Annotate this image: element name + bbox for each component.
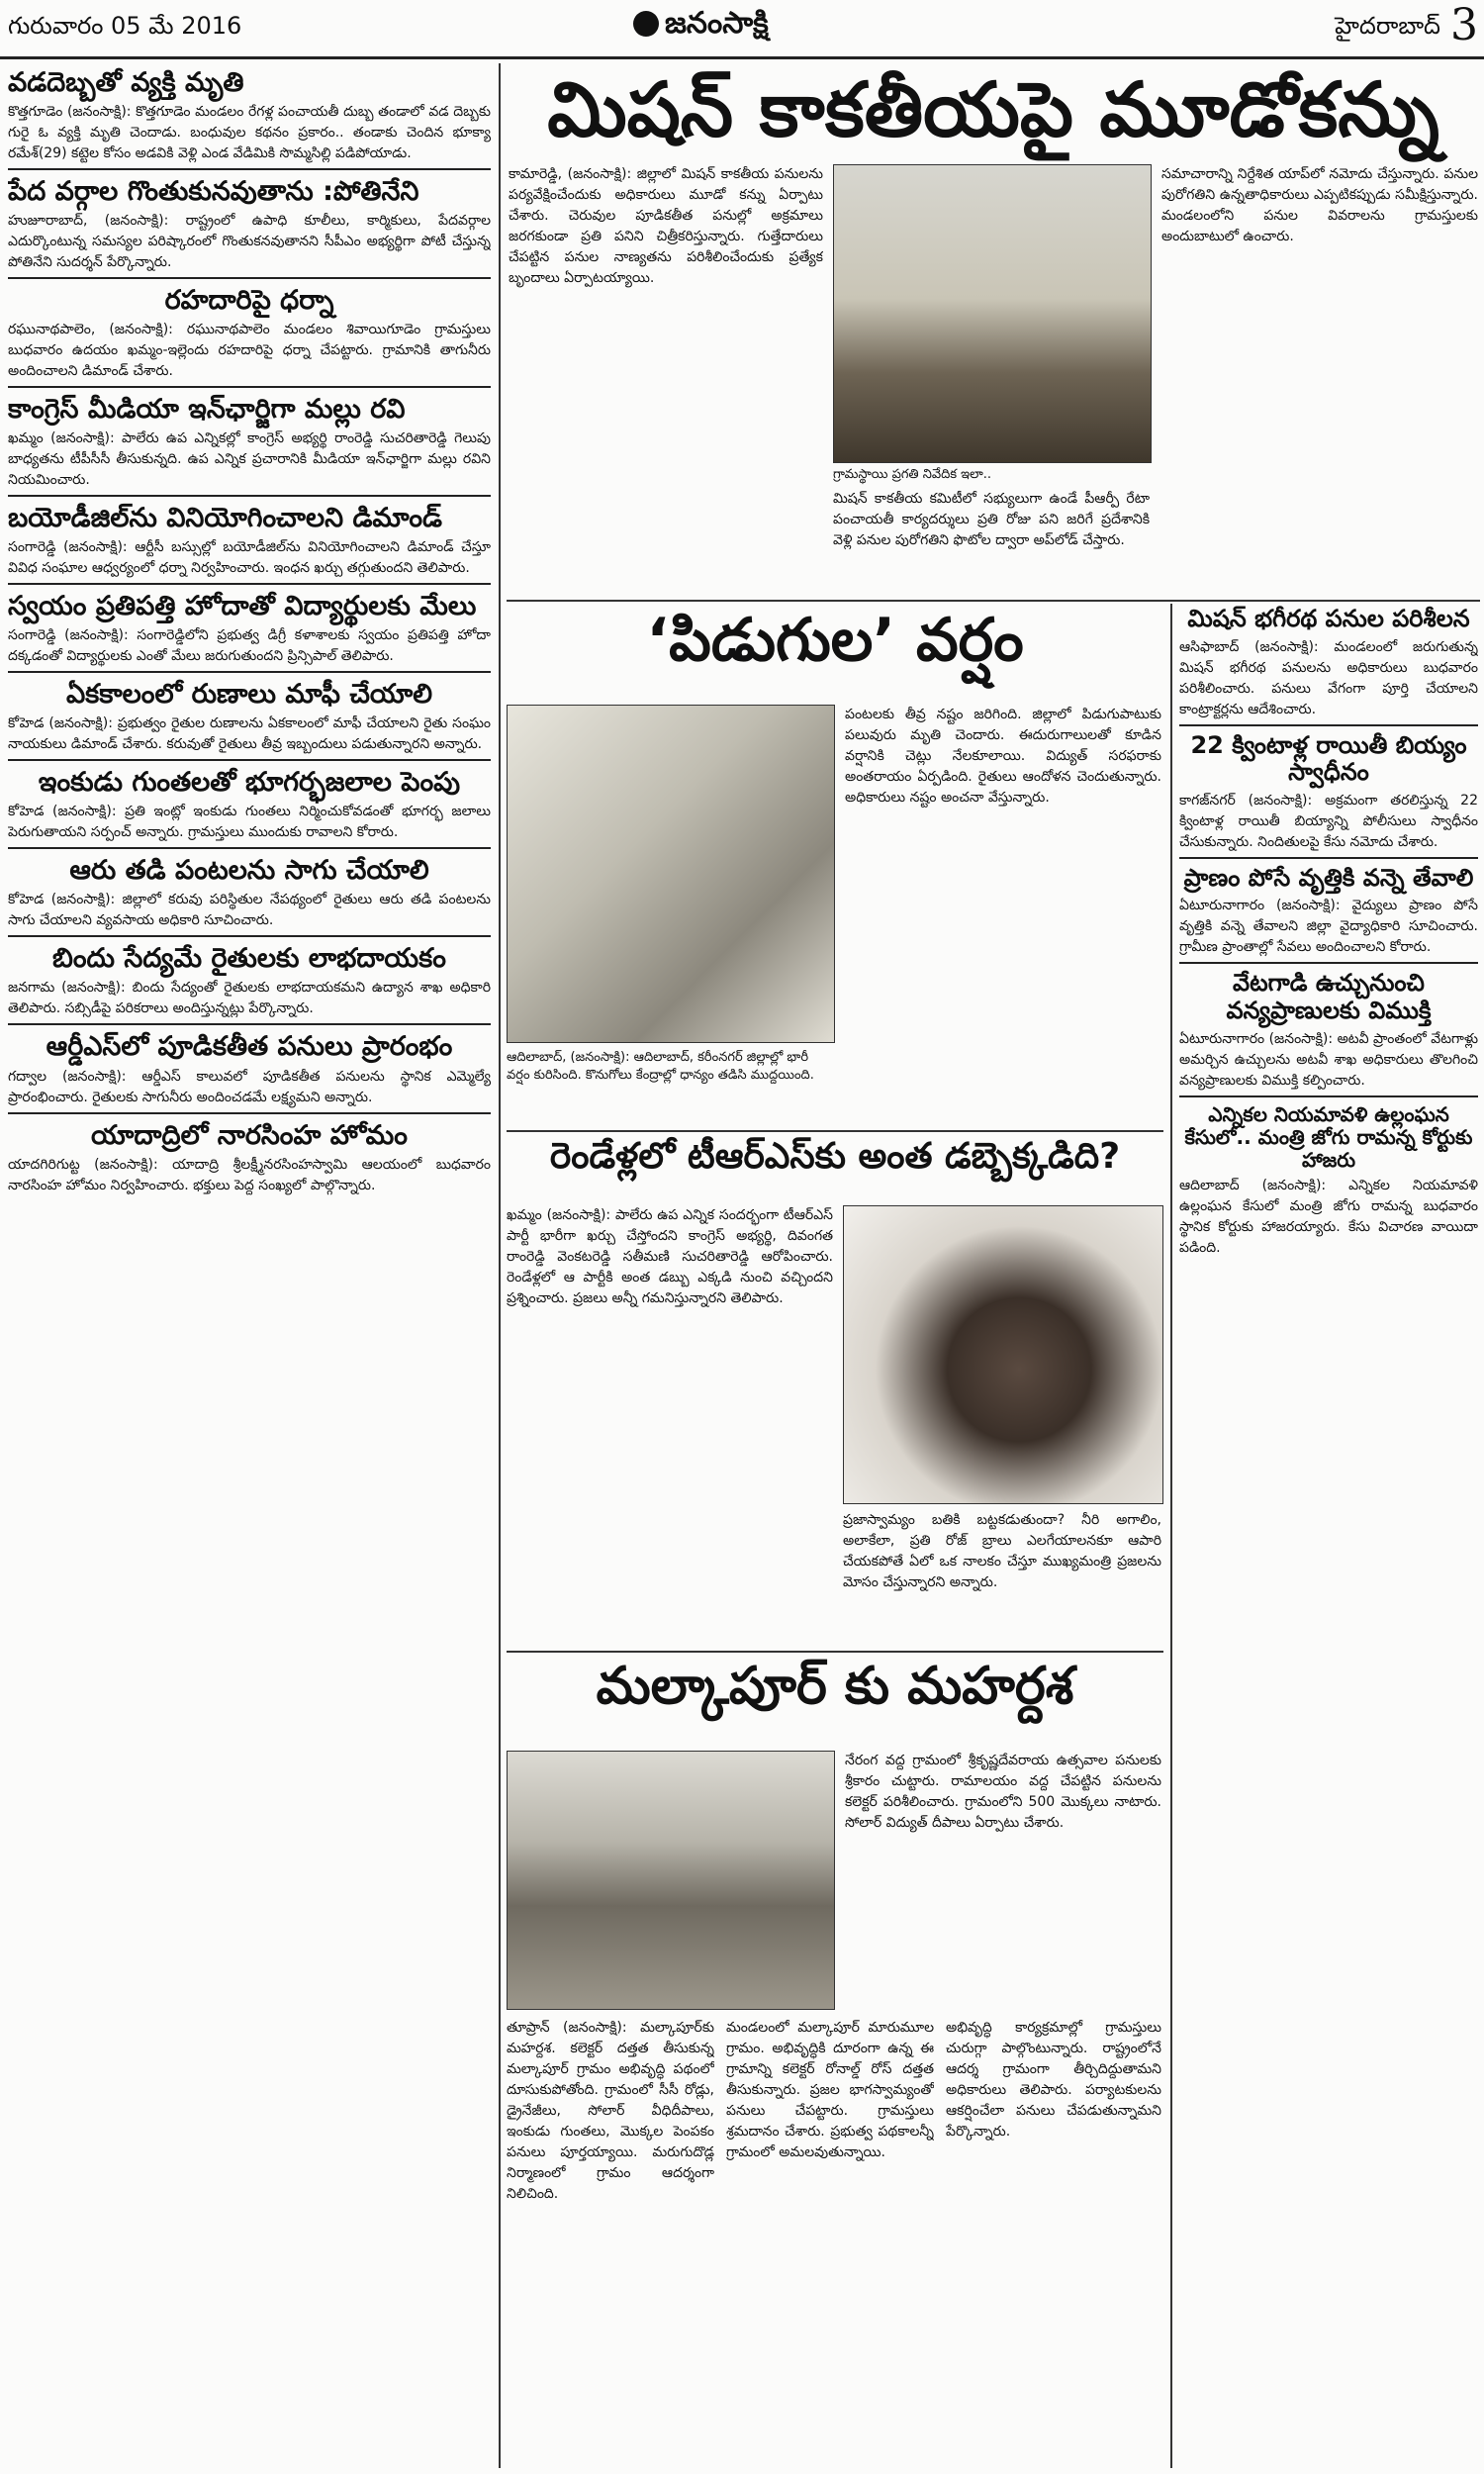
trs-body-continued: ప్రజాస్వామ్యం బతికి బట్టకడుతుందా? నీరి అగాలిం, అలాకేలా, ప్రతి రోజ్ బ్రాలు ఎలగేయాలనకూ ఆపారి చేయకపోతే ఏలో ఒక నాలకం చేస్తూ ముఖ్యమంత్రి ప్రజలను మోసం చేస్తున్నారని అన్నారు. [843, 1512, 1161, 1590]
article-headline: బయోడీజిల్‌ను వినియోగించాలని డిమాండ్ [8, 503, 443, 534]
article-body: సంగారెడ్డి (జనంసాక్షి): ఆర్టీసీ బస్సుల్లో బయోడీజిల్‌ను వినియోగించాలని డిమాండ్ చేస్తూ వివిధ సంఘాల ఆధ్వర్యంలో ధర్నా నిర్వహించారు. ఇంధన ఖర్చు తగ్గుతుందని తెలిపారు. [8, 539, 491, 577]
malkapur-body-far-right: అభివృద్ధి కార్యక్రమాల్లో గ్రామస్తులు చురుగ్గా పాల్గొంటున్నారు. రాష్ట్రంలోనే ఆదర్శ గ్రామంగా తీర్చిదిద్దుతామని అధికారులు తెలిపారు. పర్యాటకులను ఆకర్షించేలా పనులు చేపడుతున్నామని పేర్కొన్నారు. [946, 2020, 1161, 2140]
article-headline: 22 క్వింటాళ్ల రాయితీ బియ్యం స్వాధీనం [1190, 730, 1467, 787]
malkapur-body-left: తూప్రాన్ (జనంసాక్షి): మల్కాపూర్‌కు మహర్దశ. కలెక్టర్ దత్తత తీసుకున్న మల్కాపూర్ గ్రామం అభివృద్ధి పథంలో దూసుకుపోతోంది. గ్రామంలో సీసీ రోడ్లు, డ్రైనేజీలు, సోలార్ వీధిదీపాలు, ఇంకుడు గుంతలు, మొక్కల పెంపకం పనులు పూర్తయ్యాయి. మరుగుదొడ్ల నిర్మాణంలో గ్రామం ఆదర్శంగా నిలిచింది. [507, 2020, 714, 2202]
excavator-photo [833, 164, 1152, 463]
mission-body-col1: కామారెడ్డి, (జనంసాక్షి): జిల్లాలో మిషన్ కాకతీయ పనులను పర్యవేక్షించేందుకు అధికారులు మూడో కన్ను ఏర్పాటు చేశారు. చెరువుల పూడికతీత పనుల్లో అక్రమాలు జరగకుండా ప్రతి పనిని చిత్రీకరిస్తున్నారు. గుత్తేదారులు చేపట్టిన పనుల నాణ్యతను పరిశీలించేందుకు ప్రత్యేక బృందాలు ఏర్పాటయ్యాయి. [509, 166, 823, 286]
issue-date: గురువారం 05 మే 2016 [8, 12, 242, 40]
article-body: కోహెడ (జనంసాక్షి): జిల్లాలో కరువు పరిస్థితుల నేపథ్యంలో రైతులు ఆరు తడి పంటలను సాగు చేయాలని వ్యవసాయ అధికారి సూచించారు. [8, 892, 491, 929]
article-headline: పేద వర్గాల గొంతుకునవుతాను :పోతినేని [8, 176, 419, 208]
malkapur-headline: మల్కాపూర్ కు మహర్దశ [596, 1657, 1074, 1716]
malkapur-body-center: మండలంలో మల్కాపూర్ మారుమూల గ్రామం. అభివృద్ధికి దూరంగా ఉన్న ఈ గ్రామాన్ని కలెక్టర్ రోనాల్డ్ రోస్ దత్తత తీసుకున్నారు. ప్రజల భాగస్వామ్యంతో పనులు చేపట్టారు. గ్రామస్తులు శ్రమదానం చేశారు. ప్రభుత్వ పథకాలన్నీ గ్రామంలో అమలవుతున్నాయి. [726, 2020, 934, 2160]
mission-body-col3: సమాచారాన్ని నిర్దేశిత యాప్‌లో నమోదు చేస్తున్నారు. పనుల పురోగతిని ఉన్నతాధికారులు ఎప్పటికప్పుడు సమీక్షిస్తున్నారు. మండలంలోని పనుల వివరాలను గ్రామస్తులకు అందుబాటులో ఉంచారు. [1161, 166, 1478, 244]
article-headline: యాదాద్రిలో నారసింహ హోమం [91, 1119, 408, 1151]
left-article-3 [8, 285, 491, 388]
village-photo [507, 1751, 835, 2010]
article-body: కొత్తగూడెం (జనంసాక్షి): కొత్తగూడెం మండలం రేగళ్ల పంచాయతీ దుబ్బ తండాలో వడ దెబ్బకు గురై ఓ వ్యక్తి మృతి చెందాడు. బంధువుల కథనం ప్రకారం.. తండాకు చెందిన భూక్యా రమేశ్(29) కట్టెల కోసం అడవికి వెళ్లి ఎండ వేడిమికి సొమ్మసిల్లి పడిపోయాడు. [8, 104, 491, 162]
trs-headline: రెండేళ్లలో టీఆర్ఎస్‌కు అంత డబ్బెక్కడిది? [549, 1136, 1121, 1177]
page-number: 3 [1450, 0, 1478, 50]
rain-body: పంటలకు తీవ్ర నష్టం జరిగింది. జిల్లాలో పిడుగుపాటుకు పలువురు మృతి చెందారు. ఈదురుగాలులతో కూడిన వర్షానికి చెట్లు నేలకూలాయి. విద్యుత్ సరఫరాకు అంతరాయం ఏర్పడింది. రైతులు ఆందోళన చెందుతున్నారు. అధికారులు నష్టం అంచనా వేస్తున్నారు. [845, 707, 1161, 806]
rain-article [507, 606, 1163, 1130]
left-column [8, 67, 491, 2467]
article-body: ఆసిఫాబాద్ (జనంసాక్షి): మండలంలో జరుగుతున్న మిషన్ భగీరథ పనులను అధికారులు బుధవారం పరిశీలించారు. పనులు వేగంగా పూర్తి చేయాలని కాంట్రాక్టర్లను ఆదేశించారు. [1179, 638, 1478, 717]
left-article-12 [8, 1120, 491, 1196]
left-article-4 [8, 394, 491, 497]
article-headline: స్వయం ప్రతిపత్తి హోదాతో విద్యార్థులకు మేలు [8, 591, 477, 622]
article-body: కాగజ్‌నగర్ (జనంసాక్షి): అక్రమంగా తరలిస్తున్న 22 క్వింటాళ్ల రాయితీ బియ్యాన్ని పోలీసులు స్వాధీనం చేసుకున్నారు. నిందితులపై కేసు నమోదు చేశారు. [1179, 792, 1478, 850]
right-article-5 [1179, 1103, 1478, 1259]
left-article-9 [8, 855, 491, 937]
column-rule-left [499, 63, 501, 2468]
article-headline: ఆర్డీఎస్‌లో పూడికతీత పనులు ప్రారంభం [46, 1031, 453, 1063]
left-article-7 [8, 679, 491, 761]
article-body: జనగామ (జనంసాక్షి): బిందు సేద్యంతో రైతులకు లాభదాయకమని ఉద్యాన శాఖ అధికారి తెలిపారు. సబ్సిడీపై పరికరాలు అందిస్తున్నట్లు పేర్కొన్నారు. [8, 980, 491, 1017]
left-article-5 [8, 503, 491, 585]
mission-kakatiya-article [507, 65, 1480, 600]
rain-photo [507, 705, 835, 1043]
mission-headline: మిషన్ కాకతీయపై మూడోకన్ను [547, 65, 1439, 153]
article-headline: వేటగాడి ఉచ్చునుంచి వన్యప్రాణులకు విముక్తి [1226, 969, 1432, 1024]
article-body: ఖమ్మం (జనంసాక్షి): పాలేరు ఉప ఎన్నికల్లో కాంగ్రెస్ అభ్యర్థి రాంరెడ్డి సుచరితారెడ్డి గెలుపు బాధ్యతను టీపీసీసీ తీసుకున్నది. ఉప ఎన్నిక ప్రచారానికి మీడియా ఇన్‌ఛార్జిగా మల్లు రవిని నియమించారు. [8, 430, 491, 489]
right-article-3 [1179, 865, 1478, 965]
mission-body-col2: మిషన్ కాకతీయ కమిటీలో సభ్యులుగా ఉండే పీఆర్పీ రేటా పంచాయతీ కార్యదర్శులు ప్రతి రోజు పని జరిగే ప్రదేశానికి వెళ్లి పనుల పురోగతిని ఫొటోల ద్వారా అప్‌లోడ్ చేస్తారు. [833, 491, 1150, 548]
article-body: గద్వాల (జనంసాక్షి): ఆర్డీఎస్ కాలువలో పూడికతీత పనులను స్థానిక ఎమ్మెల్యే ప్రారంభించారు. రైతులకు సాగునీరు అందించడమే లక్ష్యమని అన్నారు. [8, 1068, 491, 1105]
article-body: కోహెడ (జనంసాక్షి): ప్రభుత్వం రైతుల రుణాలను ఏకకాలంలో మాఫీ చేయాలని రైతు సంఘం నాయకులు డిమాండ్ చేశారు. కరువుతో రైతులు తీవ్ర ఇబ్బందులు పడుతున్నారని అన్నారు. [8, 715, 491, 753]
left-article-10 [8, 943, 491, 1025]
section-divider [507, 1130, 1163, 1132]
malkapur-article [507, 1657, 1163, 2468]
article-body: రఘునాథపాలెం, (జనంసాక్షి): రఘునాథపాలెం మండలం శివాయిగూడెం గ్రామస్తులు బుధవారం ఉదయం ఖమ్మం-ఇల్లెందు రహదారిపై ధర్నా చేపట్టారు. గ్రామానికి తాగునీరు అందించాలని డిమాండ్ చేశారు. [8, 322, 491, 380]
article-headline: ఎన్నికల నియమావళి ఉల్లంఘన కేసులో.. మంత్రి జోగు రామన్న కోర్టుకు హాజరు [1184, 1101, 1473, 1172]
article-body: ఏటూరునాగారం (జనంసాక్షి): అటవీ ప్రాంతంలో వేటగాళ్లు అమర్చిన ఉచ్చులను అటవీ శాఖ అధికారులు తొలగించి వన్యప్రాణులకు విముక్తి కల్పించారు. [1179, 1030, 1478, 1089]
trs-body: ఖమ్మం (జనంసాక్షి): పాలేరు ఉప ఎన్నిక సందర్భంగా టీఆర్ఎస్ పార్టీ భారీగా ఖర్చు చేస్తోందని కాంగ్రెస్ అభ్యర్థి, దివంగత రాంరెడ్డి వెంకటరెడ్డి సతీమణి సుచరితారెడ్డి ఆరోపించారు. రెండేళ్లలో ఆ పార్టీకి అంత డబ్బు ఎక్కడి నుంచి వచ్చిందని ప్రశ్నించారు. ప్రజలు అన్నీ గమనిస్తున్నారని తెలిపారు. [507, 1207, 833, 1306]
article-body: హుజూరాబాద్, (జనంసాక్షి): రాష్ట్రంలో ఉపాధి కూలీలు, కార్మికులు, పేదవర్గాల ఎదుర్కొంటున్న సమస్యల పరిష్కారంలో గొంతుకనవుతానని సీపీఎం అభ్యర్థిగా పోటీ చేస్తున్న పోతినేని సుదర్శన్ పేర్కొన్నారు. [8, 213, 491, 271]
rain-headline: ‘పిడుగుల’ వర్షం [646, 606, 1024, 675]
left-article-11 [8, 1031, 491, 1113]
article-headline: కాంగ్రెస్ మీడియా ఇన్‌ఛార్జిగా మల్లు రవి [8, 394, 406, 426]
trs-article [507, 1136, 1163, 1651]
paper-name: జనంసాక్షి [665, 6, 769, 41]
candidate-portrait [843, 1205, 1163, 1504]
article-body: ఏటూరునాగారం (జనంసాక్షి): వైద్యులు ప్రాణం పోసే వృత్తికి వన్నె తేవాలని జిల్లా వైద్యాధికారి సూచించారు. గ్రామీణ ప్రాంతాల్లో సేవలు అందించాలని కోరారు. [1179, 898, 1478, 956]
section-divider [507, 600, 1480, 602]
article-headline: ఇంకుడు గుంతలతో భూగర్భజలాల పెంపు [38, 767, 461, 799]
article-headline: రహదారిపై ధర్నా [164, 285, 334, 317]
logo-mark-icon [633, 11, 659, 37]
left-article-2 [8, 176, 491, 279]
right-article-1 [1179, 606, 1478, 726]
right-column [1179, 606, 1478, 2466]
article-headline: మిషన్ భగీరథ పనుల పరిశీలన [1187, 606, 1470, 632]
article-body: ఆదిలాబాద్ (జనంసాక్షి): ఎన్నికల నియమావళి ఉల్లంఘన కేసులో మంత్రి జోగు రామన్న బుధవారం స్థానిక కోర్టుకు హాజరయ్యారు. కేసు విచారణ వాయిదా పడింది. [1179, 1177, 1478, 1256]
article-headline: బిందు సేద్యమే రైతులకు లాభదాయకం [52, 943, 446, 975]
article-body: యాదగిరిగుట్ట (జనంసాక్షి): యాదాద్రి శ్రీలక్ష్మీనరసింహస్వామి ఆలయంలో బుధవారం నారసింహ హోమం నిర్వహించారు. భక్తులు పెద్ద సంఖ్యలో పాల్గొన్నారు. [8, 1156, 491, 1193]
edition-city: హైదరాబాద్ [1335, 12, 1440, 40]
rain-photo-caption: ఆదిలాబాద్, (జనంసాక్షి): ఆదిలాబాద్, కరీంనగర్ జిల్లాల్లో భారీ వర్షం కురిసింది. కొనుగోలు కేంద్రాల్లో ధాన్యం తడిసి ముద్దయింది. [507, 1050, 814, 1084]
column-rule-right [1170, 604, 1172, 2468]
left-article-6 [8, 591, 491, 673]
article-body: సంగారెడ్డి (జనంసాక్షి): సంగారెడ్డిలోని ప్రభుత్వ డిగ్రీ కళాశాలకు స్వయం ప్రతిపత్తి హోదా దక్కడంతో విద్యార్థులకు ఎంతో మేలు జరుగుతుందని ప్రిన్సిపాల్ తెలిపారు. [8, 627, 491, 665]
article-body: కోహెడ (జనంసాక్షి): ప్రతి ఇంట్లో ఇంకుడు గుంతలు నిర్మించుకోవడంతో భూగర్భ జలాలు పెరుగుతాయని సర్పంచ్ అన్నారు. గ్రామస్తులు ముందుకు రావాలని కోరారు. [8, 804, 491, 841]
article-headline: ప్రాణం పోసే వృత్తికి వన్నె తేవాలి [1183, 863, 1474, 892]
masthead [0, 0, 1484, 59]
right-article-2 [1179, 732, 1478, 859]
article-headline: ఏకకాలంలో రుణాలు మాఫీ చేయాలి [65, 679, 433, 711]
left-article-8 [8, 767, 491, 849]
article-headline: ఆరు తడి పంటలను సాగు చేయాలి [69, 855, 429, 887]
left-article-1 [8, 67, 491, 170]
paper-logo [633, 6, 769, 48]
malkapur-body-right: నేరంగ వద్ద గ్రామంలో శ్రీకృష్ణదేవరాయ ఉత్సవాల పనులకు శ్రీకారం చుట్టారు. రామాలయం వద్ద చేపట్టిన పనులను కలెక్టర్ పరిశీలించారు. గ్రామంలోని 500 మొక్కలు నాటారు. సోలార్ విద్యుత్ దీపాలు ఏర్పాటు చేశారు. [845, 1753, 1161, 1831]
article-headline: వడదెబ్బతో వ్యక్తి మృతి [8, 67, 244, 98]
section-divider [507, 1651, 1163, 1653]
mission-photo-caption: గ్రామస్థాయి ప్రగతి నివేదిక ఇలా.. [833, 467, 991, 482]
right-article-4 [1179, 970, 1478, 1096]
